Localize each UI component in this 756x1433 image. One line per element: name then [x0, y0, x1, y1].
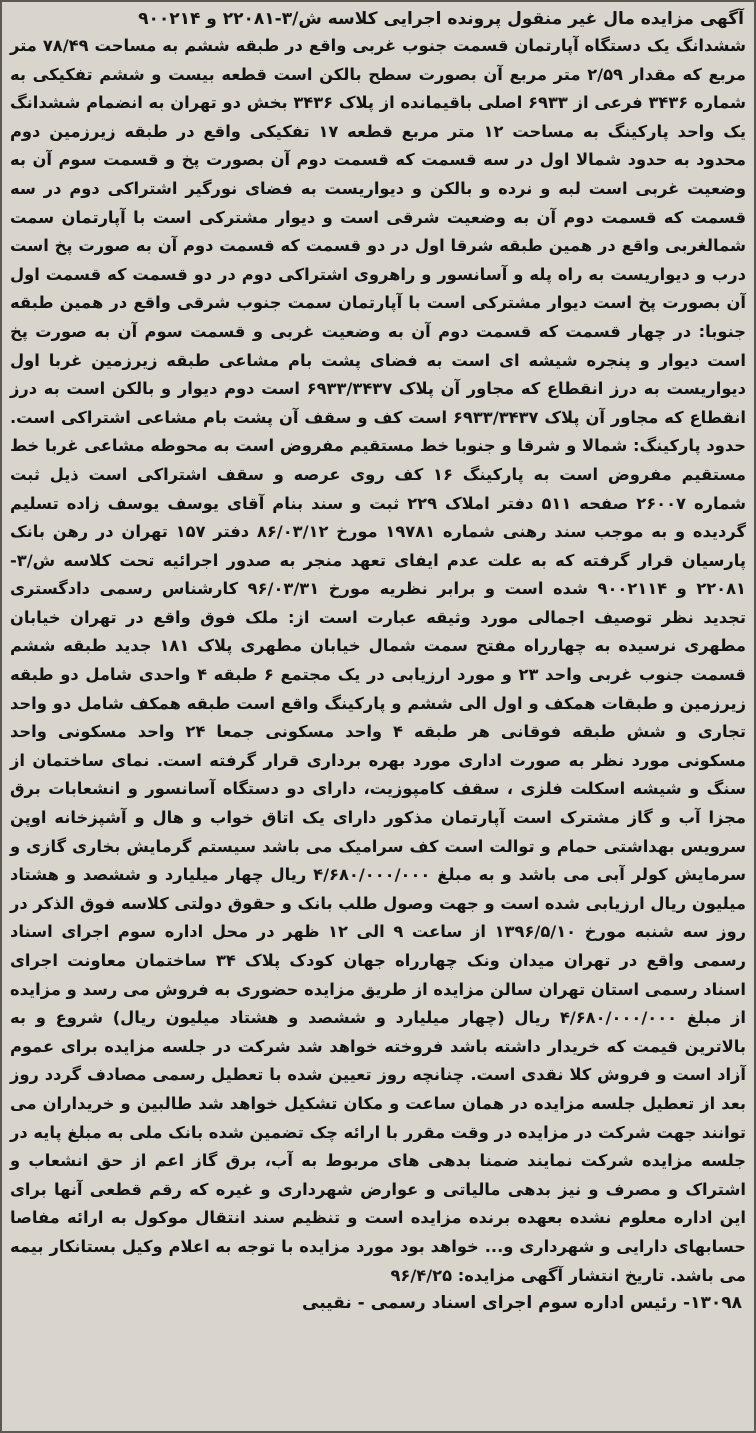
notice-signature: ۱۳۰۹۸- رئیس اداره سوم اجرای اسناد رسمی - نقیبی [302, 1293, 742, 1314]
notice-title: آگهی مزایده مال غیر منقول پرونده اجرایی کلاسه ش/۳-۲۲۰۸۱ و ۹۰۰۲۱۴ [138, 9, 744, 29]
notice-container [8, 6, 748, 1427]
notice-body: ششدانگ یک دستگاه آپارتمان قسمت جنوب غربی واقع در طبقه ششم به مساحت ۷۸/۴۹ متر مربع که مقدار ۲/۵۹ متر مربع آن بصورت سطح بالکن است قطعه بیست و ششم تفکیکی به شماره ۳۴۳۶ فرعی از ۶۹۳۳ اصلی باقیمانده از پلاک ۳۴۳۶ بخش دو تهران به انضمام ششدانگ یک واحد پارکینگ به مساحت ۱۲ متر مربع قطعه ۱۷ تفکیکی واقع در طبقه زیرزمین دوم محدود به حدود شمالا اول در سه قسمت که قسمت دوم آن بصورت پخ و قسمت سوم آن به وضعیت غربی است لبه و نرده و بالکن و دیواریست به فضای نورگیر اشتراکی دوم در سه قسمت که قسمت دوم آن به وضعیت شرقی است و دیوار مشترکی است با آپارتمان سمت شمالغربی واقع در همین طبقه شرقا اول در دو قسمت که قسمت دوم آن به صورت پخ است درب و دیواریست به راه پله و آسانسور و راهروی اشتراکی دوم در دو قسمت که قسمت اول آن بصورت پخ است دیوار مشترکی است با آپارتمان سمت جنوب شرقی واقع در همین طبقه جنوبا: در چهار قسمت که قسمت دوم آن به وضعیت غربی و قسمت سوم آن به صورت پخ است دیوار و پنجره شیشه ای است به فضای پشت بام مشاعی طبقه زیرزمین غربا اول دیواریست به درز انقطاع که مجاور آن پلاک ۶۹۳۳/۳۴۳۷ است دوم دیوار و بالکن است به درز انقطاع که مجاور آن پلاک ۶۹۳۳/۳۴۳۷ است کف و سقف آن پشت بام مشاعی اشتراکی است. حدود پارکینگ: شمالا و شرقا و جنوبا خط مستقیم مفروض است به محوطه مشاعی غربا خط مستقیم مفروض است به پارکینگ ۱۶ کف روی عرصه و سقف اشتراکی است ذیل ثبت شماره ۲۶۰۰۷ صفحه ۵۱۱ دفتر املاک ۲۲۹ ثبت و سند بنام آقای یوسف یوسف زاده تسلیم گردیده و به موجب سند رهنی شماره ۱۹۷۸۱ مورخ ۸۶/۰۳/۱۲ دفتر ۱۵۷ تهران در رهن بانک پارسیان قرار گرفته که به علت عدم ایفای تعهد منجر به صدور اجرائیه تحت کلاسه ش/۳- ۲۲۰۸۱ و ۹۰۰۲۱۱۴ شده است و برابر نظریه مورخ ۹۶/۰۳/۳۱ کارشناس رسمی دادگستری تجدید نظر توصیف اجمالی مورد وثیقه عبارت است از: ملک فوق واقع در تهران خیابان مطهری نرسیده به چهارراه مفتح سمت شمال خیابان مطهری پلاک ۱۸۱ جدید طبقه ششم قسمت جنوب غربی واحد ۲۳ و مورد ارزیابی در یک مجتمع ۶ طبقه ۴ واحدی شامل دو طبقه زیرزمین و طبقات همکف و اول الی ششم و پارکینگ واقع است طبقه همکف شامل دو واحد تجاری و شش طبقه فوقانی هر طبقه ۴ واحد مسکونی جمعا ۲۴ واحد مسکونی واحد مسکونی مورد نظر به صورت اداری مورد بهره برداری قرار گرفته است. نمای ساختمان از سنگ و شیشه اسکلت فلزی ، سقف کامپوزیت، دارای دو دستگاه آسانسور و انشعابات برق مجزا آب و گاز مشترک است آپارتمان مذکور دارای یک اتاق خواب و هال و آشپزخانه اوپن سرویس بهداشتی حمام و توالت است کف سرامیک می باشد سیستم گرمایش بخاری گازی و سرمایش کولر آبی می باشد و به مبلغ ۴/۶۸۰/۰۰۰/۰۰۰ ریال چهار میلیارد و ششصد و هشتاد میلیون ریال ارزیابی شده است و جهت وصول طلب بانک و حقوق دولتی کلاسه فوق الذکر در روز سه شنبه مورخ ۱۳۹۶/۵/۱۰ از ساعت ۹ الی ۱۲ ظهر در محل اداره سوم اجرای اسناد رسمی واقع در تهران میدان ونک چهارراه جهان کودک پلاک ۳۴ ساختمان معاونت اجرای اسناد رسمی استان تهران سالن مزایده از طریق مزایده حضوری به فروش می رسد و مزایده از مبلغ ۴/۶۸۰/۰۰۰/۰۰۰ ریال (چهار میلیارد و ششصد و هشتاد میلیون ریال) شروع و به بالاترین قیمت که خریدار داشته باشد فروخته خواهد شد شرکت در جلسه مزایده برای عموم آزاد است و فروش کلا نقدی است. چنانچه روز تعیین شده با تعطیل رسمی مصادف گردد روز بعد از تعطیل جلسه مزایده در همان ساعت و مکان تشکیل خواهد شد طالبین و خریداران می توانند جهت شرکت در مزایده در وقت مقرر با ارائه چک تضمین شده بانک ملی به مبلغ پایه در جلسه مزایده شرکت نمایند ضمنا بدهی های مربوط به آب، برق گاز اعم از حق انشعاب و اشتراک و مصرف و نیز بدهی مالیاتی و عوارض شهرداری و غیره که رقم قطعی آنها برای این اداره معلوم نشده بعهده برنده مزایده است و تنظیم سند انتقال موکول به ارائه مفاصا حسابهای دارایی و شهرداری و... خواهد بود مورد مزایده با توجه به اعلام وکیل بستانکار بیمه می باشد. تاریخ انتشار آگهی مزایده: ۹۶/۴/۲۵ [10, 36, 747, 1285]
